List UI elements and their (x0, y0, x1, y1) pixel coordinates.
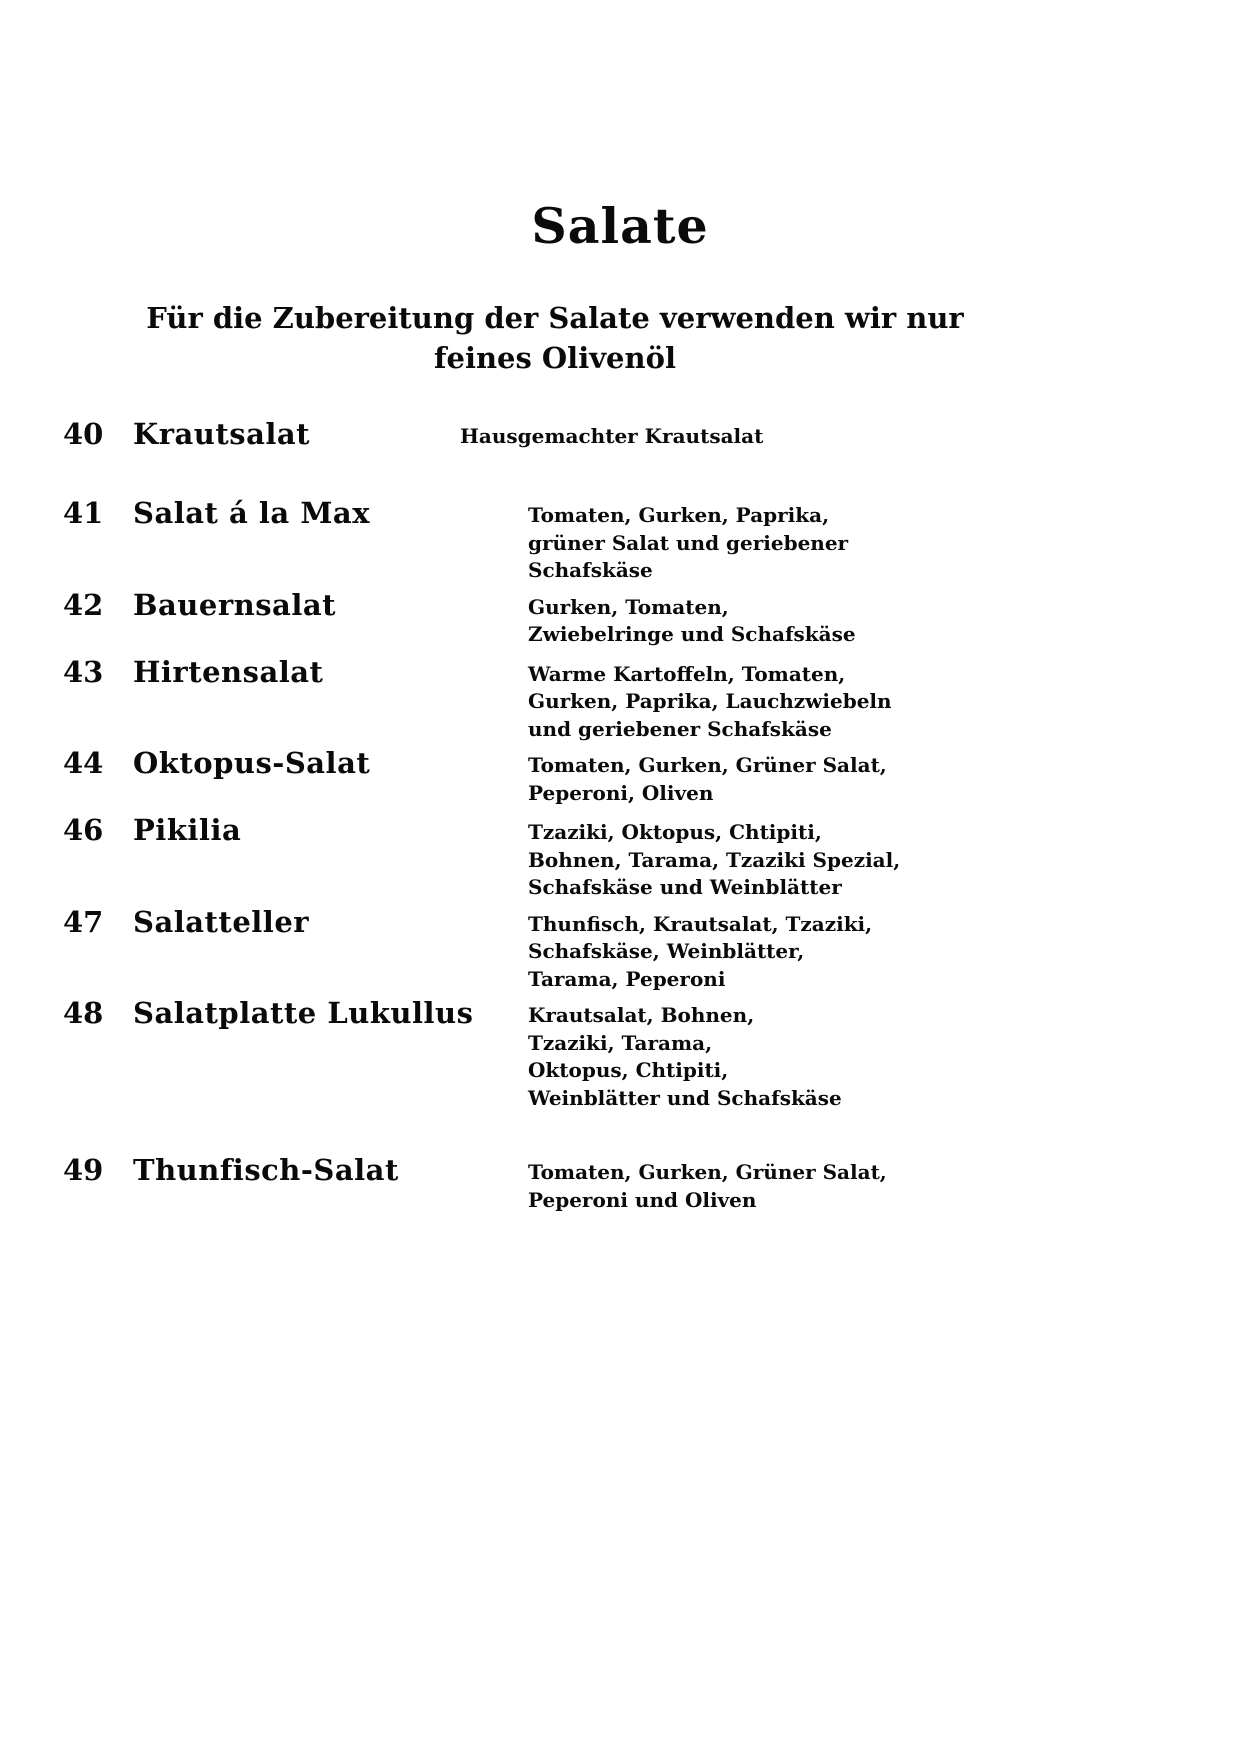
subtitle-line-1: Für die Zubereitung der Salate verwenden wir nur (146, 301, 964, 336)
menu-item-42 (0, 587, 1240, 649)
description-line: Schafskäse (528, 558, 653, 583)
item-description (528, 654, 892, 744)
description-line: Peperoni, Oliven (528, 780, 714, 805)
item-name: Krautsalat (133, 417, 311, 452)
description-line: Tomaten, Gurken, Grüner Salat, (528, 753, 887, 778)
menu-item-40 (0, 416, 1240, 452)
description-line: und geriebener Schafskäse (528, 716, 832, 741)
page-subtitle (0, 298, 1110, 378)
description-line: Bohnen, Tarama, Tzaziki Spezial, (528, 847, 901, 872)
item-name: Bauernsalat (133, 587, 337, 622)
description-line: Tomaten, Gurken, Paprika, (528, 503, 830, 528)
description-line: Oktopus, Chtipiti, (528, 1058, 729, 1083)
item-description (528, 495, 848, 585)
item-number: 44 (63, 746, 104, 781)
item-description (528, 995, 842, 1112)
menu-item-43 (0, 654, 1240, 744)
item-name: Salatplatte Lukullus (133, 996, 474, 1031)
item-number: 48 (63, 996, 104, 1031)
item-number: 46 (63, 813, 104, 848)
description-line: Tomaten, Gurken, Grüner Salat, (528, 1160, 887, 1185)
item-description (528, 812, 900, 902)
description-line: Krautsalat, Bohnen, (528, 1003, 755, 1028)
item-name: Thunfisch-Salat (133, 1153, 399, 1188)
description-line: Warme Kartoffeln, Tomaten, (528, 661, 846, 686)
item-name: Salatteller (133, 904, 310, 939)
description-line: Schafskäse, Weinblätter, (528, 939, 805, 964)
description-line: Tarama, Peperoni (528, 966, 726, 991)
description-line: grüner Salat und geriebener (528, 530, 849, 555)
item-name: Salat á la Max (133, 496, 371, 531)
item-description (528, 1152, 887, 1214)
description-line: Gurken, Tomaten, (528, 594, 729, 619)
menu-item-47 (0, 904, 1240, 994)
description-line: Thunfisch, Krautsalat, Tzaziki, (528, 911, 873, 936)
menu-item-49 (0, 1152, 1240, 1214)
menu-item-44 (0, 745, 1240, 807)
item-name: Pikilia (133, 813, 242, 848)
menu-item-48 (0, 995, 1240, 1112)
item-description (460, 416, 763, 451)
description-line: Weinblätter und Schafskäse (528, 1085, 842, 1110)
item-number: 41 (63, 496, 104, 531)
menu-item-46 (0, 812, 1240, 902)
item-number: 49 (63, 1153, 104, 1188)
item-name: Oktopus-Salat (133, 746, 371, 781)
item-number: 40 (63, 417, 104, 452)
description-line: Zwiebelringe und Schafskäse (528, 622, 856, 647)
description-line: Schafskäse und Weinblätter (528, 875, 842, 900)
description-line: Tzaziki, Oktopus, Chtipiti, (528, 820, 822, 845)
item-number: 47 (63, 904, 104, 939)
page-title: Salate (531, 197, 709, 255)
description-line: Tzaziki, Tarama, (528, 1030, 713, 1055)
item-description (528, 904, 872, 994)
description-line: Hausgemachter Krautsalat (460, 424, 764, 449)
item-number: 43 (63, 654, 104, 689)
description-line: Gurken, Paprika, Lauchzwiebeln (528, 689, 892, 714)
item-description (528, 745, 887, 807)
item-description (528, 587, 856, 649)
menu-item-41 (0, 495, 1240, 585)
menu-items (0, 416, 1240, 1214)
description-line: Peperoni und Oliven (528, 1187, 757, 1212)
item-number: 42 (63, 587, 104, 622)
subtitle-line-2: feines Olivenöl (434, 341, 676, 376)
item-name: Hirtensalat (133, 654, 324, 689)
